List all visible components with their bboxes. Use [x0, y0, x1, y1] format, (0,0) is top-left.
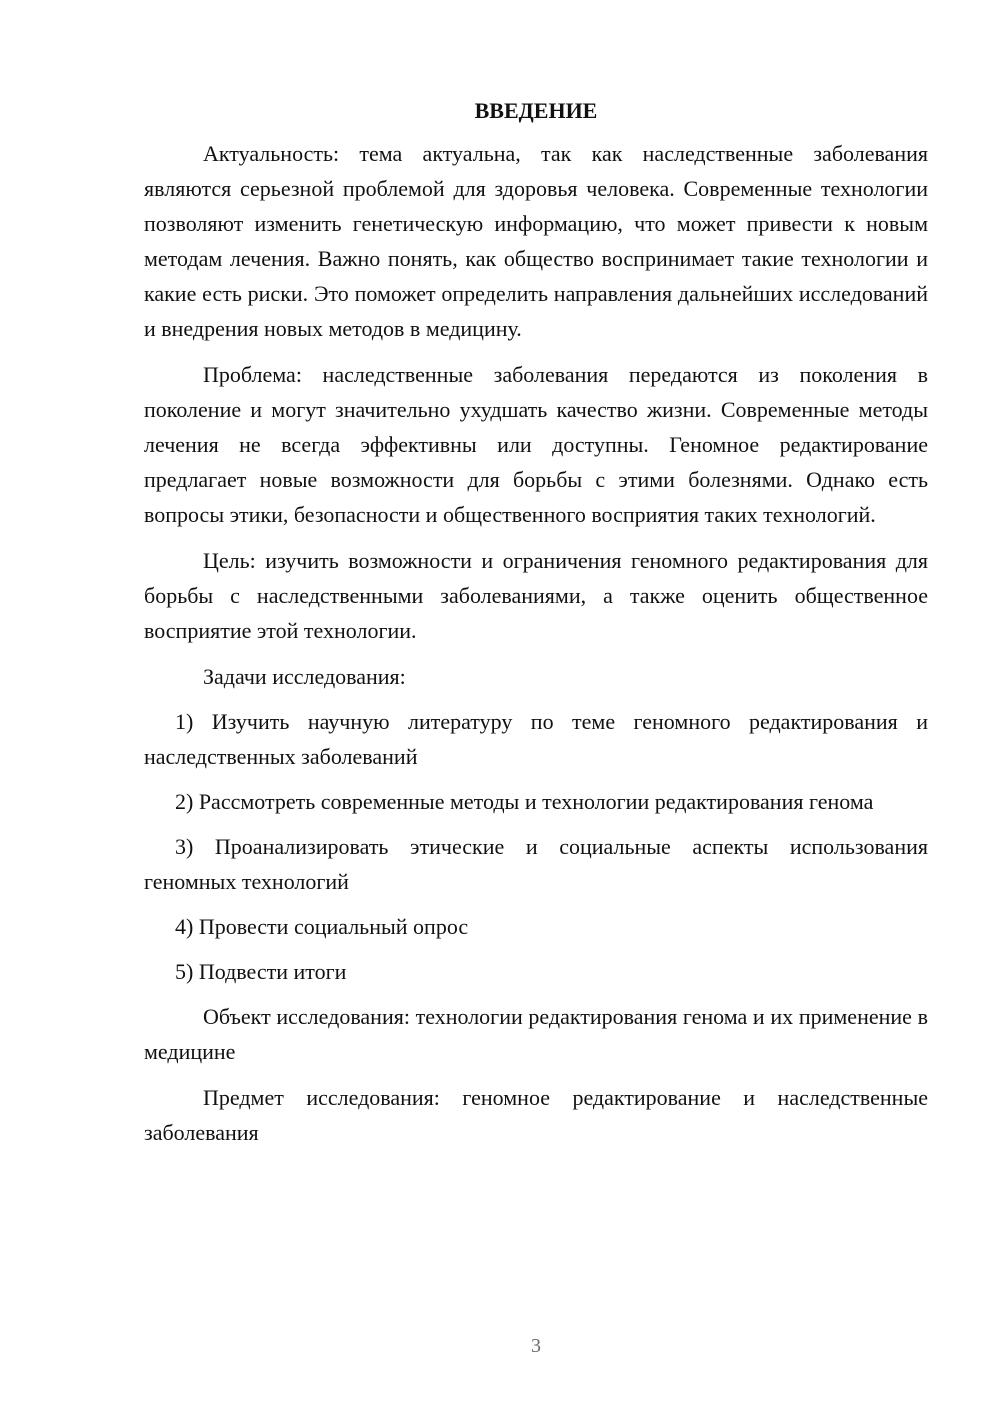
problem-paragraph: Проблема: наследственные заболевания передаются из поколения в поколение и могут значительно ухудшать качество жизни. Современные методы лечения не всегда эффективны или доступны. Геномное редактирование предлагает новые возможности для борьбы с этими болезнями. Однако есть вопросы этики, безопасности и общественного восприятия таких технологий. [144, 362, 928, 527]
page-number: 3 [531, 1335, 541, 1357]
page-content [144, 96, 928, 1161]
page-title: ВВЕДЕНИЕ [474, 98, 598, 123]
task-item-5: 5) Подвести итоги [175, 959, 347, 984]
tasks-heading: Задачи исследования: [203, 664, 406, 689]
task-item-1: 1) Изучить научную литературу по теме геномного редактирования и наследственных заболеваний [144, 709, 928, 769]
task-item-2: 2) Рассмотреть современные методы и технологии редактирования генома [175, 789, 874, 814]
subject-paragraph: Предмет исследования: геномное редактирование и наследственные заболевания [144, 1085, 928, 1145]
goal-paragraph: Цель: изучить возможности и ограничения геномного редактирования для борьбы с наследственными заболеваниями, а также оценить общественное восприятие этой технологии. [144, 548, 928, 643]
relevance-paragraph: Актуальность: тема актуальна, так как наследственные заболевания являются серьезной проблемой для здоровья человека. Современные технологии позволяют изменить генетическую информацию, что может привести к новым методам лечения. Важно понять, как общество воспринимает такие технологии и какие есть риски. Это поможет определить направления дальнейших исследований и внедрения новых методов в медицину. [144, 141, 928, 341]
task-item-3: 3) Проанализировать этические и социальные аспекты использования геномных технологий [144, 834, 928, 894]
object-paragraph: Объект исследования: технологии редактирования генома и их применение в медицине [144, 1004, 928, 1064]
task-item-4: 4) Провести социальный опрос [175, 914, 469, 939]
